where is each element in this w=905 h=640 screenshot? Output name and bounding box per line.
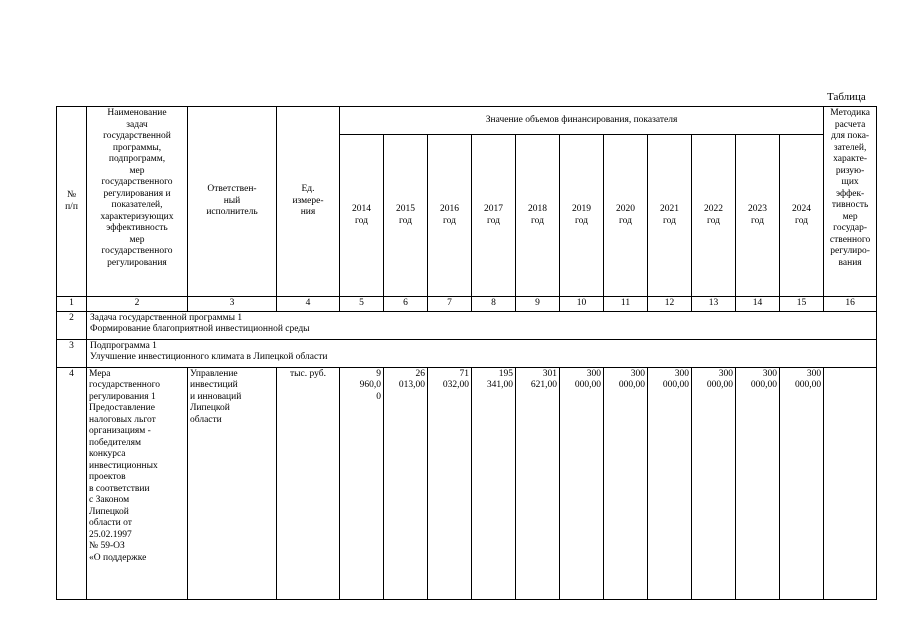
measure-method <box>824 367 877 599</box>
value-2018: 301 621,00 <box>516 367 560 599</box>
column-number: 11 <box>604 297 648 312</box>
header-year-2017: 2017 год <box>472 135 516 297</box>
measure-executor: Управление инвестиций и инноваций Липецкой области <box>188 367 277 599</box>
table-row <box>57 311 877 339</box>
column-number: 5 <box>340 297 384 312</box>
column-number: 8 <box>472 297 516 312</box>
header-year-2022: 2022 год <box>692 135 736 297</box>
row-number: 3 <box>57 339 87 367</box>
header-unit: Ед. измере- ния <box>277 107 340 297</box>
header-year-2016: 2016 год <box>428 135 472 297</box>
header-year-2023: 2023 год <box>736 135 780 297</box>
table-caption: Таблица <box>827 91 866 103</box>
column-number: 4 <box>277 297 340 312</box>
value-2022: 300 000,00 <box>692 367 736 599</box>
task-title: Задача государственной программы 1 Формирование благоприятной инвестиционной среды <box>87 311 877 339</box>
row-number: 2 <box>57 311 87 339</box>
table-row <box>57 367 877 599</box>
column-number: 1 <box>57 297 87 312</box>
header-method: Методика расчета для пока- зателей, характе- ризую- щих эффек- тивность мер государ- ственного регулиро- вания <box>824 107 877 297</box>
subprogram-title: Подпрограмма 1 Улучшение инвестиционного климата в Липецкой области <box>87 339 877 367</box>
column-number: 6 <box>384 297 428 312</box>
header-executor: Ответствен- ный исполнитель <box>188 107 277 297</box>
header-year-2021: 2021 год <box>648 135 692 297</box>
column-number: 9 <box>516 297 560 312</box>
column-number: 16 <box>824 297 877 312</box>
header-values-group: Значение объемов финансирования, показателя <box>340 107 824 135</box>
column-number: 10 <box>560 297 604 312</box>
financing-table <box>56 106 877 600</box>
header-name: Наименование задач государственной программы, подпрограмм, мер государственного регулирования и показателей, характеризующих эффективность мер государственного регулирования <box>87 107 188 297</box>
column-number: 14 <box>736 297 780 312</box>
measure-unit: тыс. руб. <box>277 367 340 599</box>
header-no: № п/п <box>57 107 87 297</box>
column-number: 7 <box>428 297 472 312</box>
value-2015: 26 013,00 <box>384 367 428 599</box>
value-2021: 300 000,00 <box>648 367 692 599</box>
column-number: 13 <box>692 297 736 312</box>
measure-name: Мера государственного регулирования 1 Предоставление налоговых льгот организациям - победителям конкурса инвестиционных проектов в соответствии с Законом Липецкой области от 25.02.1997 № 59-ОЗ «О поддержке <box>87 367 188 599</box>
header-year-2024: 2024 год <box>780 135 824 297</box>
value-2019: 300 000,00 <box>560 367 604 599</box>
value-2014: 9 960,0 0 <box>340 367 384 599</box>
value-2020: 300 000,00 <box>604 367 648 599</box>
column-number: 12 <box>648 297 692 312</box>
header-year-2020: 2020 год <box>604 135 648 297</box>
header-year-2014: 2014 год <box>340 135 384 297</box>
value-2023: 300 000,00 <box>736 367 780 599</box>
value-2017: 195 341,00 <box>472 367 516 599</box>
header-year-2015: 2015 год <box>384 135 428 297</box>
header-year-2019: 2019 год <box>560 135 604 297</box>
column-number-row <box>57 297 877 312</box>
column-number: 2 <box>87 297 188 312</box>
row-number: 4 <box>57 367 87 599</box>
value-2016: 71 032,00 <box>428 367 472 599</box>
header-year-2018: 2018 год <box>516 135 560 297</box>
table-row <box>57 339 877 367</box>
column-number: 3 <box>188 297 277 312</box>
value-2024: 300 000,00 <box>780 367 824 599</box>
column-number: 15 <box>780 297 824 312</box>
